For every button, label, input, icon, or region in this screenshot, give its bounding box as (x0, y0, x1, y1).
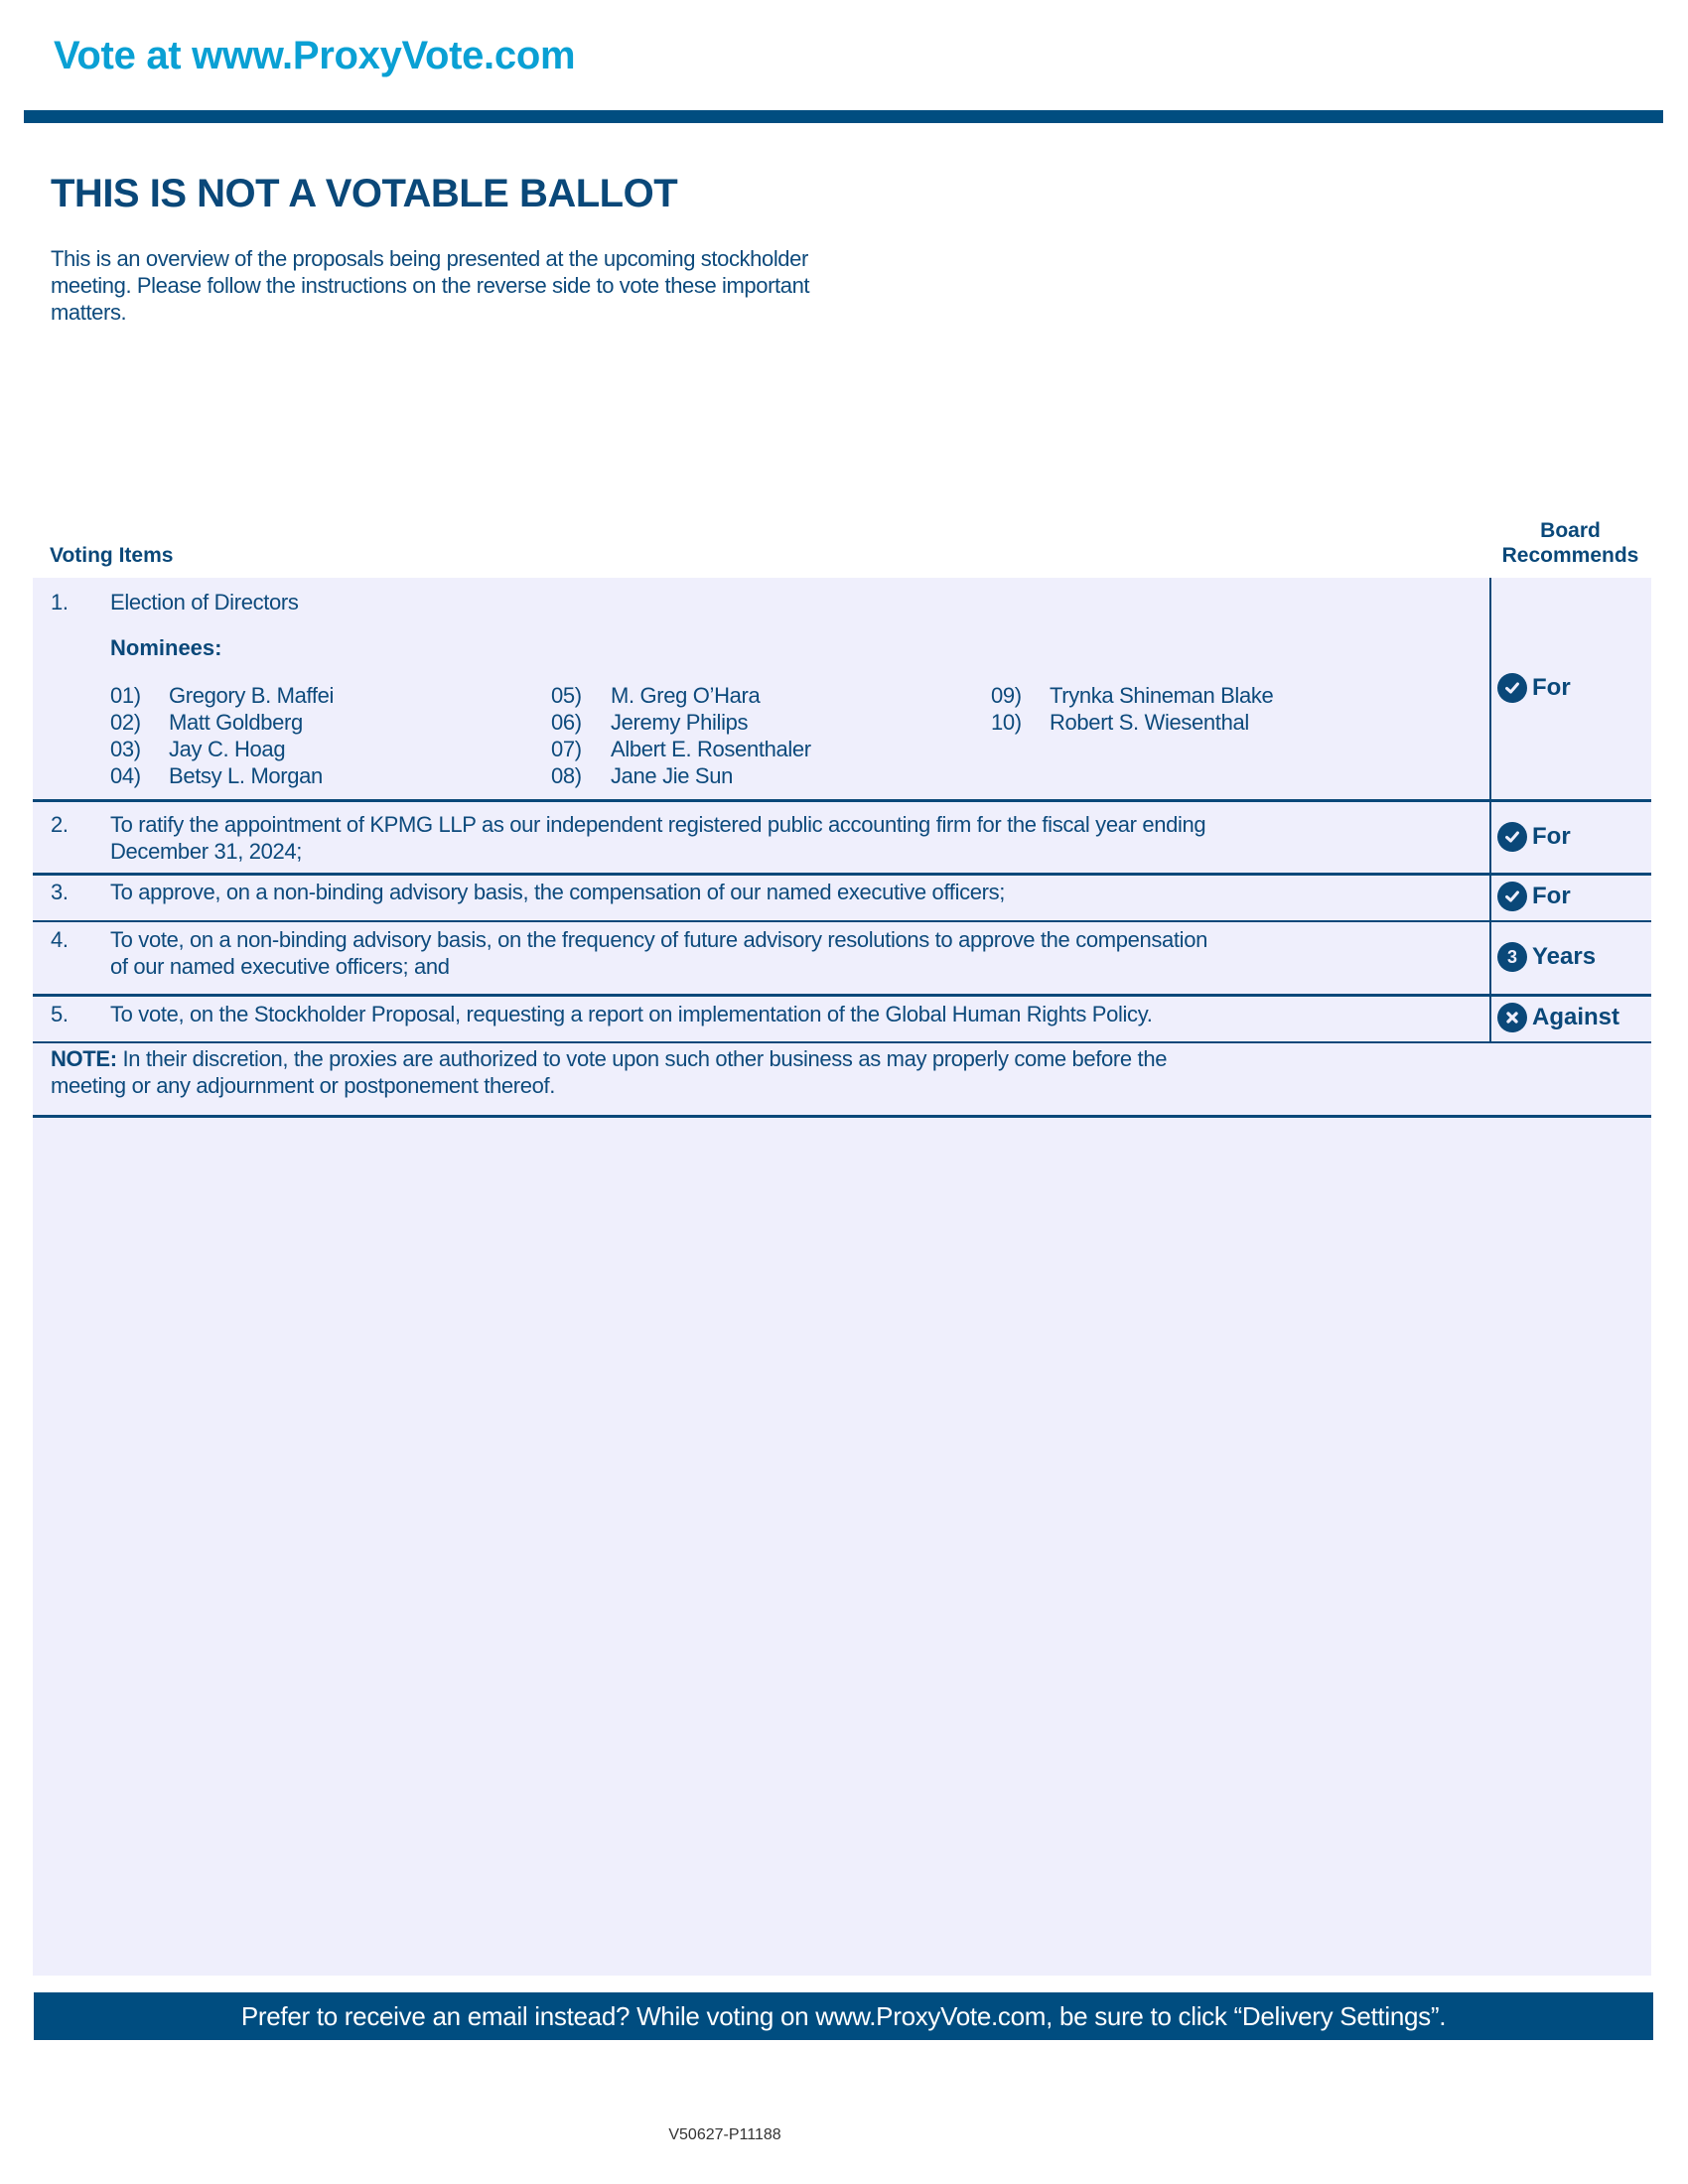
nominee-code: 09) (991, 683, 1022, 708)
item-1-text: Election of Directors (110, 590, 299, 614)
item-5-text: To vote, on the Stockholder Proposal, requesting a report on implementation of the Global Human Rights Policy. (110, 1002, 1153, 1026)
board-recommends-line1: Board (1540, 519, 1601, 542)
nominee-code: 01) (110, 683, 141, 708)
voting-items-header: Voting Items (50, 544, 174, 567)
item-2-number: 2. (51, 812, 69, 837)
row-divider (33, 994, 1651, 997)
item-2-text-line2: December 31, 2024; (110, 839, 303, 864)
item-3-text: To approve, on a non-binding advisory basis, the compensation of our named executive officers; (110, 880, 1006, 904)
note-line2: meeting or any adjournment or postponement thereof. (51, 1073, 556, 1098)
nominee-name: Jay C. Hoag (169, 737, 286, 761)
recommendation-label: For (1532, 883, 1571, 909)
recommendation-label: For (1532, 823, 1571, 850)
item-2-text-line1: To ratify the appointment of KPMG LLP as our independent registered public accounting firm for the fiscal year ending (110, 812, 1206, 837)
x-circle-icon (1497, 1003, 1527, 1032)
nominee-code: 03) (110, 737, 141, 761)
note-label: NOTE: (51, 1046, 117, 1071)
item-1-recommendation (1497, 673, 1571, 703)
row-divider (33, 920, 1651, 922)
board-recommends-line2: Recommends (1501, 544, 1639, 567)
recommendation-label: Against (1532, 1004, 1620, 1030)
nominee-name: Gregory B. Maffei (169, 683, 335, 708)
item-5-number: 5. (51, 1002, 69, 1026)
item-4-text-line2: of our named executive officers; and (110, 954, 450, 979)
nominee-code: 05) (551, 683, 582, 708)
nominee-code: 07) (551, 737, 582, 761)
nominee-code: 02) (110, 710, 141, 735)
check-circle-icon (1497, 822, 1527, 852)
nominee-name: Albert E. Rosenthaler (611, 737, 811, 761)
recommendation-label: For (1532, 674, 1571, 701)
row-divider (33, 799, 1651, 802)
item-4-recommendation (1497, 942, 1596, 972)
item-4-number: 4. (51, 927, 69, 952)
page-title: THIS IS NOT A VOTABLE BALLOT (51, 172, 678, 215)
number-3-circle-icon: 3 (1497, 942, 1527, 972)
nominee-name: Trynka Shineman Blake (1050, 683, 1274, 708)
item-5-recommendation (1497, 1003, 1619, 1032)
nominee-code: 06) (551, 710, 582, 735)
nominee-code: 04) (110, 763, 141, 788)
recommendation-column-divider (1489, 578, 1491, 1042)
item-3-number: 3. (51, 880, 69, 904)
nominees-label: Nominees: (110, 635, 222, 660)
document-code: V50627-P11188 (668, 2126, 781, 2143)
table-bottom-divider (33, 1115, 1651, 1118)
proxyvote-header-link[interactable]: Vote at www.ProxyVote.com (54, 34, 576, 77)
check-circle-icon (1497, 882, 1527, 911)
item-2-recommendation (1497, 822, 1571, 852)
email-delivery-banner: Prefer to receive an email instead? While voting on www.ProxyVote.com, be sure to click “Delivery Settings”. (34, 1992, 1653, 2040)
nominee-name: M. Greg O’Hara (611, 683, 761, 708)
item-1-number: 1. (51, 590, 69, 614)
item-3-recommendation (1497, 882, 1571, 911)
nominee-code: 10) (991, 710, 1022, 735)
item-4-text-line1: To vote, on a non-binding advisory basis, on the frequency of future advisory resolutions to approve the compensation (110, 927, 1207, 952)
row-divider (33, 1041, 1651, 1043)
header-divider-bar (24, 110, 1663, 123)
nominee-name: Jane Jie Sun (611, 763, 733, 788)
recommendation-label: Years (1532, 943, 1597, 970)
nominee-name: Matt Goldberg (169, 710, 303, 735)
nominee-name: Betsy L. Morgan (169, 763, 323, 788)
board-recommends-header (1489, 518, 1651, 568)
note-line1 (51, 1045, 1167, 1072)
nominee-code: 08) (551, 763, 582, 788)
check-circle-icon (1497, 673, 1527, 703)
note-text: In their discretion, the proxies are authorized to vote upon such other business as may properly come before the (116, 1046, 1168, 1071)
row-divider (33, 873, 1651, 876)
nominee-name: Jeremy Philips (611, 710, 749, 735)
intro-paragraph: This is an overview of the proposals being presented at the upcoming stockholder meeting. Please follow the instructions on the reverse side to vote these important matters. (51, 246, 810, 325)
nominee-name: Robert S. Wiesenthal (1050, 710, 1249, 735)
